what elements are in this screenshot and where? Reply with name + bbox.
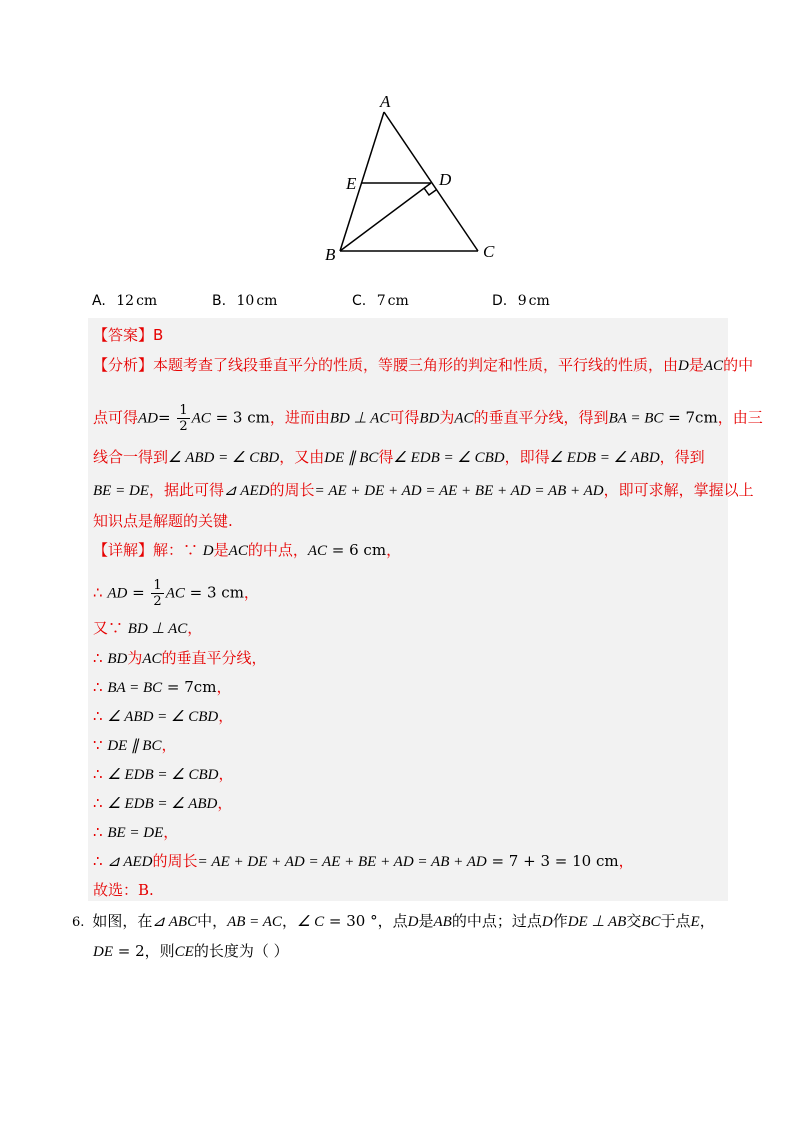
fraction-half: $\frac{1}{2}$ xyxy=(179,403,188,434)
detail-line-2: ∴ AD = $\frac{1}{2}$ AC = 3 cm， xyxy=(93,578,259,609)
label-A: A xyxy=(380,92,391,111)
detail-line-3: 又∵ BD ⊥ AC， xyxy=(93,619,203,637)
detail-line-12: 故选：B. xyxy=(93,881,154,899)
detail-line-5: ∴ BA = BC = 7cm， xyxy=(93,678,232,696)
label-B: B xyxy=(325,245,336,264)
option-a[interactable]: A. 12 cm xyxy=(92,293,158,309)
label-E: E xyxy=(346,174,357,193)
detail-line-1: 【详解】解：∵ D是AC的中点，AC = 6 cm， xyxy=(93,541,402,559)
analysis-line-1: 【分析】本题考查了线段垂直平分的性质，等腰三角形的判定和性质，平行线的性质，由D是AC的中 xyxy=(93,356,754,374)
segment-BD xyxy=(340,183,431,251)
detail-line-6: ∴ ∠ ABD = ∠ CBD， xyxy=(93,707,234,725)
right-angle-mark xyxy=(424,188,436,195)
analysis-line-3: 线合一得到∠ ABD = ∠ CBD，又由DE ∥ BC得∠ EDB = ∠ CBD，即得∠ EDB = ∠ ABD，得到 xyxy=(93,448,705,466)
detail-line-10: ∴ BE = DE， xyxy=(93,823,179,841)
question-6-line-2: DE = 2，则CE的长度为（ ） xyxy=(93,942,289,960)
detail-line-8: ∴ ∠ EDB = ∠ CBD， xyxy=(93,765,234,783)
option-c[interactable]: C. 7 cm xyxy=(352,293,409,309)
analysis-line-2: 点可得AD= $\frac{1}{2}$ AC = 3 cm，进而由BD ⊥ AC可得BD为AC的垂直平分线，得到BA = BC = 7cm，由三 xyxy=(93,403,763,434)
detail-line-11: ∴ ⊿ AED的周长= AE + DE + AD = AE + BE + AD = AB + AD = 7 + 3 = 10 cm， xyxy=(93,852,634,870)
option-d[interactable]: D. 9 cm xyxy=(492,293,550,309)
fraction-half-detail: $\frac{1}{2}$ xyxy=(153,578,162,609)
triangle-figure xyxy=(300,85,520,270)
option-b[interactable]: B. 10 cm xyxy=(212,293,278,309)
answer-line: 【答案】B xyxy=(93,326,164,344)
detail-line-9: ∴ ∠ EDB = ∠ ABD， xyxy=(93,794,233,812)
answer-options xyxy=(92,293,712,315)
label-C: C xyxy=(483,242,495,261)
detail-line-4: ∴ BD为AC的垂直平分线， xyxy=(93,649,267,667)
analysis-line-5: 知识点是解题的关键. xyxy=(93,512,233,530)
question-6-line-1: 6. 如图，在⊿ ABC中，AB = AC，∠ C = 30 °，点D是AB的中点；过点D作DE ⊥ AB交BC于点E， xyxy=(72,912,715,930)
detail-line-7: ∵ DE ∥ BC， xyxy=(93,736,177,754)
segment-AC xyxy=(384,112,478,251)
analysis-line-4: BE = DE，据此可得⊿ AED的周长= AE + DE + AD = AE + BE + AD = AB + AD，即可求解，掌握以上 xyxy=(93,481,754,499)
label-D: D xyxy=(439,170,452,189)
